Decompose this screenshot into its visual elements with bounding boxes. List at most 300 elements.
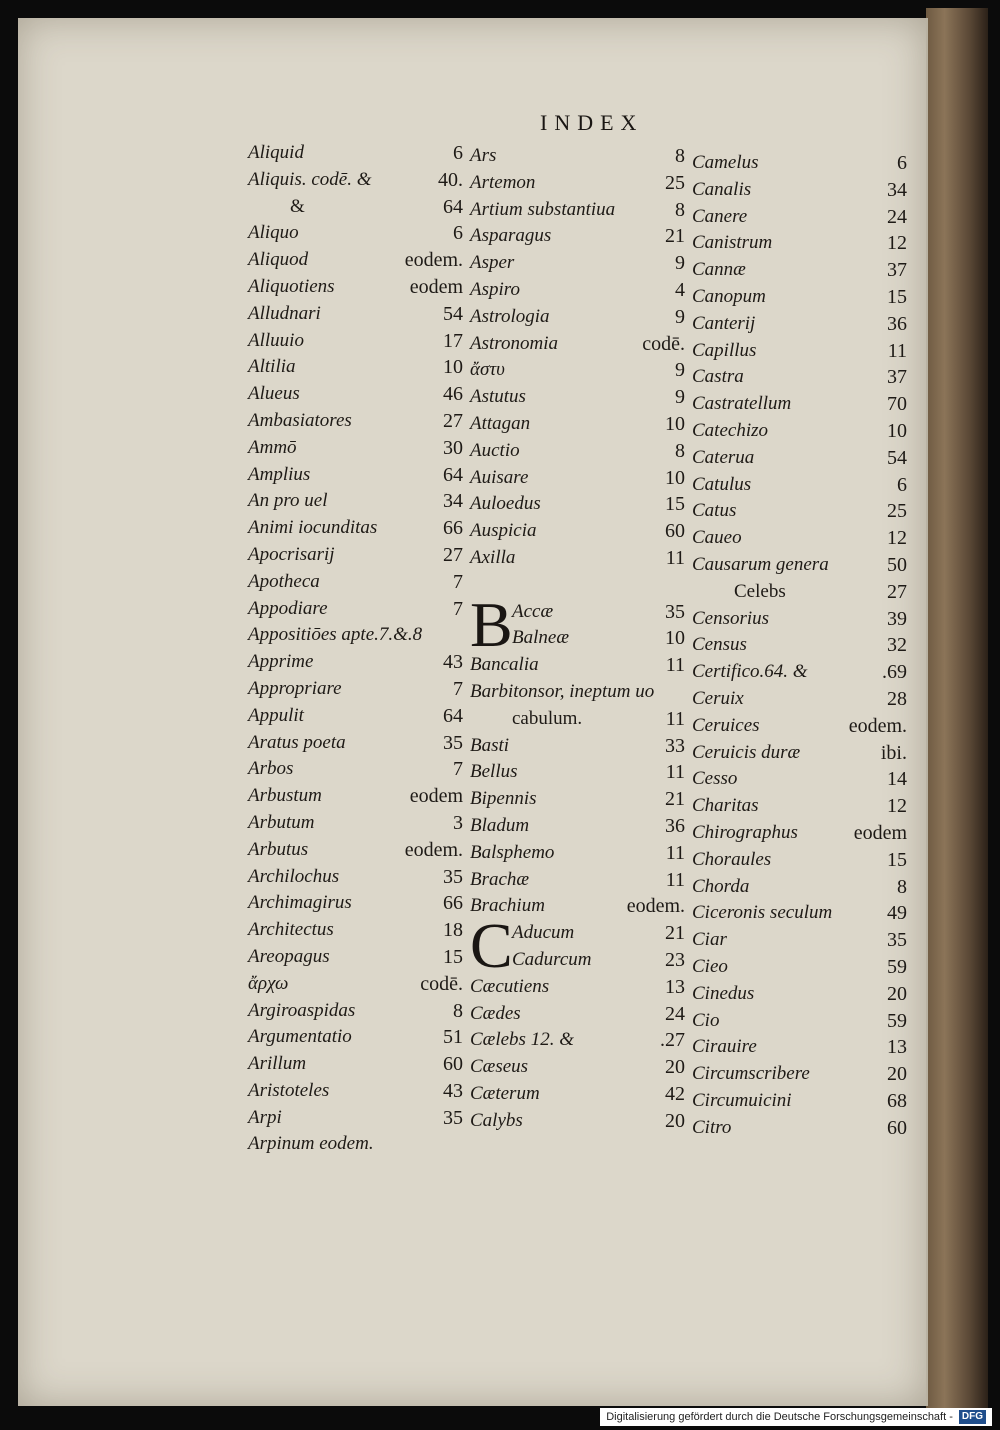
index-entry — [470, 652, 685, 679]
index-entry — [692, 391, 907, 418]
index-entry — [470, 357, 685, 384]
index-entry — [692, 1008, 907, 1035]
index-entry — [692, 927, 907, 954]
entry-page-ref: 54 — [887, 446, 907, 469]
index-entry — [248, 837, 463, 864]
entry-page-ref: 32 — [887, 634, 907, 657]
entry-term: Amplius — [248, 463, 311, 485]
index-entry — [692, 230, 907, 257]
entry-term: Auspicia — [470, 520, 537, 542]
index-entry — [692, 364, 907, 391]
entry-page-ref: 64 — [443, 463, 463, 486]
index-entry — [248, 220, 463, 247]
index-entry — [470, 384, 685, 411]
index-entry — [692, 847, 907, 874]
index-entry — [692, 525, 907, 552]
index-entry — [470, 465, 685, 492]
book-edge — [926, 8, 988, 1408]
index-entry: Accæ 35 — [512, 600, 685, 623]
index-entry — [692, 713, 907, 740]
entry-page-ref: 40. — [438, 168, 463, 191]
entry-page-ref: 12 — [887, 795, 907, 818]
index-entry — [470, 277, 685, 304]
entry-term: Arbos — [248, 758, 294, 780]
index-entry — [248, 890, 463, 917]
entry-term: Chirographus — [692, 821, 798, 843]
initial-c-block — [470, 910, 685, 982]
entry-page-ref: 37 — [887, 366, 907, 389]
entry-page-ref: 11 — [665, 868, 685, 891]
digitization-footer — [600, 1408, 992, 1426]
entry-term: Canalis — [692, 178, 752, 200]
entry-term: Canere — [692, 205, 748, 227]
index-column-2 — [470, 143, 685, 1134]
entry-term: Circumuicini — [692, 1089, 792, 1111]
entry-page-ref: eodem — [853, 821, 907, 844]
index-entry — [692, 632, 907, 659]
entry-term: Caueo — [692, 527, 742, 549]
entry-page-ref: eodem. — [404, 838, 463, 861]
entry-page-ref: 66 — [443, 517, 463, 540]
entry-term: Aliquotiens — [248, 275, 335, 297]
index-entry — [692, 445, 907, 472]
entry-page-ref: 49 — [887, 902, 907, 925]
entry-term: Axilla — [470, 546, 516, 568]
index-entry — [248, 569, 463, 596]
index-entry — [248, 515, 463, 542]
entry-term: Aspiro — [470, 278, 520, 300]
entry-page-ref: 9 — [675, 252, 685, 275]
entry-term: Arpinum eodem. — [248, 1133, 374, 1155]
entry-term: Cesso — [692, 768, 738, 790]
index-entry — [692, 766, 907, 793]
entry-page-ref: 11 — [887, 339, 907, 362]
entry-term: Aliquod — [248, 249, 309, 271]
index-entry — [248, 435, 463, 462]
entry-page-ref: 10 — [887, 419, 907, 442]
entry-page-ref: 15 — [887, 285, 907, 308]
index-entry — [692, 1034, 907, 1061]
entry-page-ref: 51 — [443, 1026, 463, 1049]
entry-page-ref: 50 — [887, 553, 907, 576]
entry-term: Apocrisarij — [248, 543, 335, 565]
entry-term: Ciar — [692, 929, 727, 951]
entry-term: Appropriare — [248, 677, 342, 699]
index-entry — [692, 686, 907, 713]
entry-term: Barbitonsor, ineptum uo — [470, 680, 655, 702]
entry-page-ref: 8 — [675, 198, 685, 221]
entry-page-ref: 27 — [443, 543, 463, 566]
entry-page-ref: 34 — [887, 178, 907, 201]
index-entry — [692, 954, 907, 981]
index-entry — [692, 1088, 907, 1115]
entry-term: Aliquid — [248, 142, 304, 163]
entry-term: Cirauire — [692, 1036, 757, 1058]
entry-page-ref: 54 — [443, 302, 463, 325]
entry-page-ref: 7 — [453, 758, 463, 781]
index-entry — [470, 411, 685, 438]
entry-term: Canistrum — [692, 232, 773, 254]
entry-term: Basti — [470, 734, 510, 756]
index-entry — [248, 944, 463, 971]
entry-page-ref: 11 — [665, 761, 685, 784]
entry-page-ref: 6 — [453, 142, 463, 164]
entry-term: Arpi — [248, 1106, 282, 1128]
index-entry — [248, 917, 463, 944]
entry-page-ref: 20 — [665, 1056, 685, 1079]
dfg-logo: DFG — [959, 1410, 986, 1424]
index-entry — [248, 488, 463, 515]
index-entry — [470, 197, 685, 224]
index-entry — [470, 143, 685, 170]
index-entry — [248, 783, 463, 810]
index-entry — [248, 1131, 463, 1158]
entry-term: Architectus — [248, 919, 334, 941]
index-entry — [248, 971, 463, 998]
entry-page-ref: 21 — [665, 788, 685, 811]
entry-term: Astutus — [470, 386, 526, 408]
entry-page-ref: 21 — [665, 225, 685, 248]
initial-letter-c: C — [470, 910, 513, 982]
entry-page-ref: 35 — [887, 929, 907, 952]
index-entry — [470, 786, 685, 813]
index-entry — [470, 840, 685, 867]
entry-page-ref: 25 — [887, 500, 907, 523]
entry-page-ref: 9 — [675, 359, 685, 382]
index-entry — [248, 408, 463, 435]
entry-term: Cælebs 12. & — [470, 1029, 574, 1051]
entry-term: ἄρχω — [248, 972, 289, 994]
index-entry: Aducum 21 — [512, 922, 685, 945]
entry-term: Ammō — [248, 436, 297, 458]
entry-term: Archilochus — [248, 865, 340, 887]
entry-term: Appulit — [248, 704, 304, 726]
entry-page-ref: 20 — [887, 982, 907, 1005]
index-entry — [248, 167, 463, 194]
index-entry — [248, 274, 463, 301]
index-column-3 — [692, 150, 907, 1141]
entry-page-ref: 18 — [443, 919, 463, 942]
entry-page-ref: 59 — [887, 1009, 907, 1032]
entry-page-ref: 15 — [443, 945, 463, 968]
index-entry — [470, 867, 685, 894]
entry-page-ref: 24 — [887, 205, 907, 228]
entry-term: Catulus — [692, 473, 752, 495]
index-entry — [692, 311, 907, 338]
entry-page-ref: 46 — [443, 383, 463, 406]
entry-page-ref: 10 — [665, 466, 685, 489]
entry-page-ref: 25 — [665, 171, 685, 194]
entry-term: Altilia — [248, 356, 296, 378]
entry-page-ref: 17 — [443, 329, 463, 352]
index-entry — [692, 257, 907, 284]
entry-term: Certifico.64. & — [692, 661, 808, 683]
entry-term: Catechizo — [692, 419, 768, 441]
entry-page-ref: 8 — [675, 145, 685, 167]
entry-page-ref: 13 — [665, 975, 685, 998]
entry-page-ref: 30 — [443, 436, 463, 459]
column-2-b-entries — [470, 652, 685, 920]
entry-page-ref: 60 — [443, 1053, 463, 1076]
index-entry — [692, 981, 907, 1008]
entry-term: Cæcutiens — [470, 975, 550, 997]
entry-term: Cædes — [470, 1002, 521, 1024]
entry-term: Chorda — [692, 875, 750, 897]
entry-term: Castratellum — [692, 393, 792, 415]
index-entry — [470, 974, 685, 1001]
entry-page-ref: 35 — [443, 865, 463, 888]
index-entry — [248, 301, 463, 328]
entry-term: Artemon — [470, 171, 536, 193]
entry-page-ref: 8 — [897, 875, 907, 898]
index-entry — [470, 1081, 685, 1108]
index-entry — [692, 472, 907, 499]
entry-page-ref: eodem — [409, 785, 463, 808]
entry-page-ref: 11 — [665, 654, 685, 677]
entry-term: Canopum — [692, 285, 766, 307]
column-2-a-entries — [470, 143, 685, 572]
index-entry — [692, 874, 907, 901]
entry-page-ref: 9 — [675, 386, 685, 409]
index-entry — [248, 462, 463, 489]
entry-term: Ars — [470, 145, 497, 166]
entry-term: Alludnari — [248, 302, 321, 324]
entry-page-ref: 11 — [665, 546, 685, 569]
entry-term: Ceruices — [692, 714, 760, 736]
entry-page-ref: 15 — [665, 493, 685, 516]
index-entry — [248, 756, 463, 783]
entry-page-ref: 35 — [443, 1106, 463, 1129]
index-entry: Balneæ 10 — [512, 627, 685, 650]
column-2-c-entries — [470, 974, 685, 1135]
entry-term: Appodiare — [248, 597, 328, 619]
entry-page-ref: 33 — [665, 734, 685, 757]
index-entry — [692, 284, 907, 311]
index-entry — [470, 170, 685, 197]
entry-term: Cio — [692, 1009, 720, 1031]
index-entry — [692, 900, 907, 927]
entry-term: Astrologia — [470, 305, 550, 327]
index-entry — [248, 703, 463, 730]
entry-page-ref: 6 — [897, 473, 907, 496]
entry-page-ref: 64 — [443, 195, 463, 218]
index-entry — [248, 730, 463, 757]
index-entry — [692, 177, 907, 204]
entry-term: Camelus — [692, 152, 759, 173]
entry-page-ref: eodem. — [848, 714, 907, 737]
entry-term: Catus — [692, 500, 737, 522]
entry-term: Cinedus — [692, 982, 755, 1004]
index-entry — [470, 813, 685, 840]
entry-term: Causarum genera — [692, 553, 829, 575]
entry-term: Arbutum — [248, 811, 315, 833]
index-entry — [692, 498, 907, 525]
entry-page-ref: 11 — [665, 841, 685, 864]
entry-term: Castra — [692, 366, 744, 388]
entry-page-ref: 6 — [897, 152, 907, 174]
entry-page-ref: 11 — [665, 707, 685, 730]
entry-term: Apprime — [248, 651, 314, 673]
entry-term: Auisare — [470, 466, 529, 488]
index-entry — [692, 579, 907, 606]
entry-page-ref: 10 — [665, 412, 685, 435]
entry-term: Ceruix — [692, 687, 744, 709]
index-entry — [692, 659, 907, 686]
index-entry — [248, 676, 463, 703]
entry-term: Balsphemo — [470, 841, 555, 863]
index-entry: Cadurcum 23 — [512, 948, 685, 971]
entry-term: Arbutus — [248, 838, 309, 860]
entry-page-ref: 60 — [665, 520, 685, 543]
index-entry — [248, 328, 463, 355]
entry-term: Brachium — [470, 895, 545, 917]
entry-page-ref: 27 — [887, 580, 907, 603]
entry-page-ref: 43 — [443, 651, 463, 674]
entry-page-ref: 10 — [443, 356, 463, 379]
entry-term: Archimagirus — [248, 892, 352, 914]
entry-term: Areopagus — [248, 945, 330, 967]
entry-term: Ambasiatores — [248, 409, 352, 431]
entry-page-ref: 70 — [887, 393, 907, 416]
index-entry — [470, 438, 685, 465]
entry-term: Census — [692, 634, 747, 656]
entry-term: Cæterum — [470, 1082, 540, 1104]
entry-term: Astronomia — [470, 332, 558, 354]
index-entry — [248, 381, 463, 408]
entry-page-ref: 13 — [887, 1036, 907, 1059]
entry-page-ref: 59 — [887, 955, 907, 978]
index-entry — [470, 1054, 685, 1081]
index-entry — [470, 545, 685, 572]
entry-term: Auloedus — [470, 493, 541, 515]
entry-term: Arillum — [248, 1053, 307, 1075]
index-entry — [470, 518, 685, 545]
index-entry — [692, 606, 907, 633]
entry-term: Caterua — [692, 446, 755, 468]
entry-page-ref: 12 — [887, 527, 907, 550]
index-entry — [248, 1051, 463, 1078]
entry-term: Calybs — [470, 1109, 523, 1131]
entry-page-ref: 37 — [887, 259, 907, 282]
index-entry — [248, 1078, 463, 1105]
entry-term: Censorius — [692, 607, 770, 629]
entry-term: Apotheca — [248, 570, 320, 592]
entry-page-ref: 68 — [887, 1089, 907, 1112]
entry-page-ref: 36 — [665, 814, 685, 837]
entry-term: Bipennis — [470, 788, 537, 810]
index-entry — [692, 204, 907, 231]
index-entry — [248, 354, 463, 381]
entry-page-ref: 35 — [443, 731, 463, 754]
entry-term: Charitas — [692, 795, 759, 817]
index-entry — [470, 759, 685, 786]
entry-term: Circumscribere — [692, 1063, 810, 1085]
index-entry — [470, 223, 685, 250]
entry-term: Bancalia — [470, 654, 539, 676]
index-entry — [248, 810, 463, 837]
index-entry — [248, 864, 463, 891]
entry-term: Aratus poeta — [248, 731, 346, 753]
entry-page-ref: 27 — [443, 409, 463, 432]
entry-page-ref: eodem. — [626, 895, 685, 918]
entry-page-ref: 20 — [887, 1063, 907, 1086]
index-entry — [470, 304, 685, 331]
index-entry — [248, 998, 463, 1025]
footer-text: Digitalisierung gefördert durch die Deutsche Forschungsgemeinschaft - — [606, 1411, 953, 1423]
index-entry — [470, 733, 685, 760]
entry-page-ref: 36 — [887, 312, 907, 335]
entry-term: Argiroaspidas — [248, 999, 356, 1021]
entry-page-ref: 8 — [675, 439, 685, 462]
entry-term: cabulum. — [512, 707, 583, 729]
entry-page-ref: 15 — [887, 848, 907, 871]
entry-page-ref: 7 — [453, 677, 463, 700]
entry-term: Appositiōes apte.7.&.8 — [248, 624, 423, 646]
index-entry — [248, 140, 463, 167]
index-entry — [248, 596, 463, 623]
entry-term: Arbustum — [248, 785, 322, 807]
entry-page-ref: 42 — [665, 1082, 685, 1105]
index-entry — [248, 1105, 463, 1132]
index-entry — [470, 1027, 685, 1054]
entry-term: Aliquis. codē. & — [248, 168, 372, 190]
entry-page-ref: 39 — [887, 607, 907, 630]
index-entry — [248, 542, 463, 569]
index-entry — [692, 793, 907, 820]
index-entry — [248, 622, 463, 649]
entry-term: Cieo — [692, 955, 728, 977]
index-entry — [692, 338, 907, 365]
index-entry — [470, 331, 685, 358]
entry-term: Alluuio — [248, 329, 304, 351]
index-entry — [470, 250, 685, 277]
entry-term: Attagan — [470, 412, 531, 434]
index-entry — [248, 649, 463, 676]
entry-page-ref: 28 — [887, 687, 907, 710]
entry-page-ref: 14 — [887, 768, 907, 791]
entry-page-ref: ibi. — [880, 741, 907, 764]
index-entry — [248, 1024, 463, 1051]
entry-page-ref: 12 — [887, 232, 907, 255]
entry-page-ref: codē. — [420, 972, 463, 995]
entry-page-ref: 3 — [453, 811, 463, 834]
index-entry — [692, 150, 907, 177]
entry-term: Capillus — [692, 339, 757, 361]
entry-page-ref: 6 — [453, 222, 463, 245]
entry-page-ref: 9 — [675, 305, 685, 328]
entry-page-ref: 60 — [887, 1116, 907, 1139]
index-column-1 — [248, 140, 463, 1158]
entry-term: ἄστυ — [470, 359, 505, 381]
entry-term: Ceruicis duræ — [692, 741, 801, 763]
entry-page-ref: eodem — [409, 275, 463, 298]
entry-page-ref: 34 — [443, 490, 463, 513]
entry-page-ref: 43 — [443, 1079, 463, 1102]
entry-term: Auctio — [470, 439, 520, 461]
entry-term: Artium substantiua — [470, 198, 616, 220]
entry-term: Asper — [470, 252, 515, 274]
index-entry — [470, 679, 685, 706]
entry-term: An pro uel — [248, 490, 328, 512]
index-entry — [692, 820, 907, 847]
index-entry — [692, 552, 907, 579]
entry-page-ref: 66 — [443, 892, 463, 915]
entry-term: Choraules — [692, 848, 772, 870]
index-entry — [692, 1061, 907, 1088]
entry-page-ref: .69 — [882, 661, 907, 684]
index-entry — [470, 1108, 685, 1135]
entry-term: Citro — [692, 1116, 732, 1138]
